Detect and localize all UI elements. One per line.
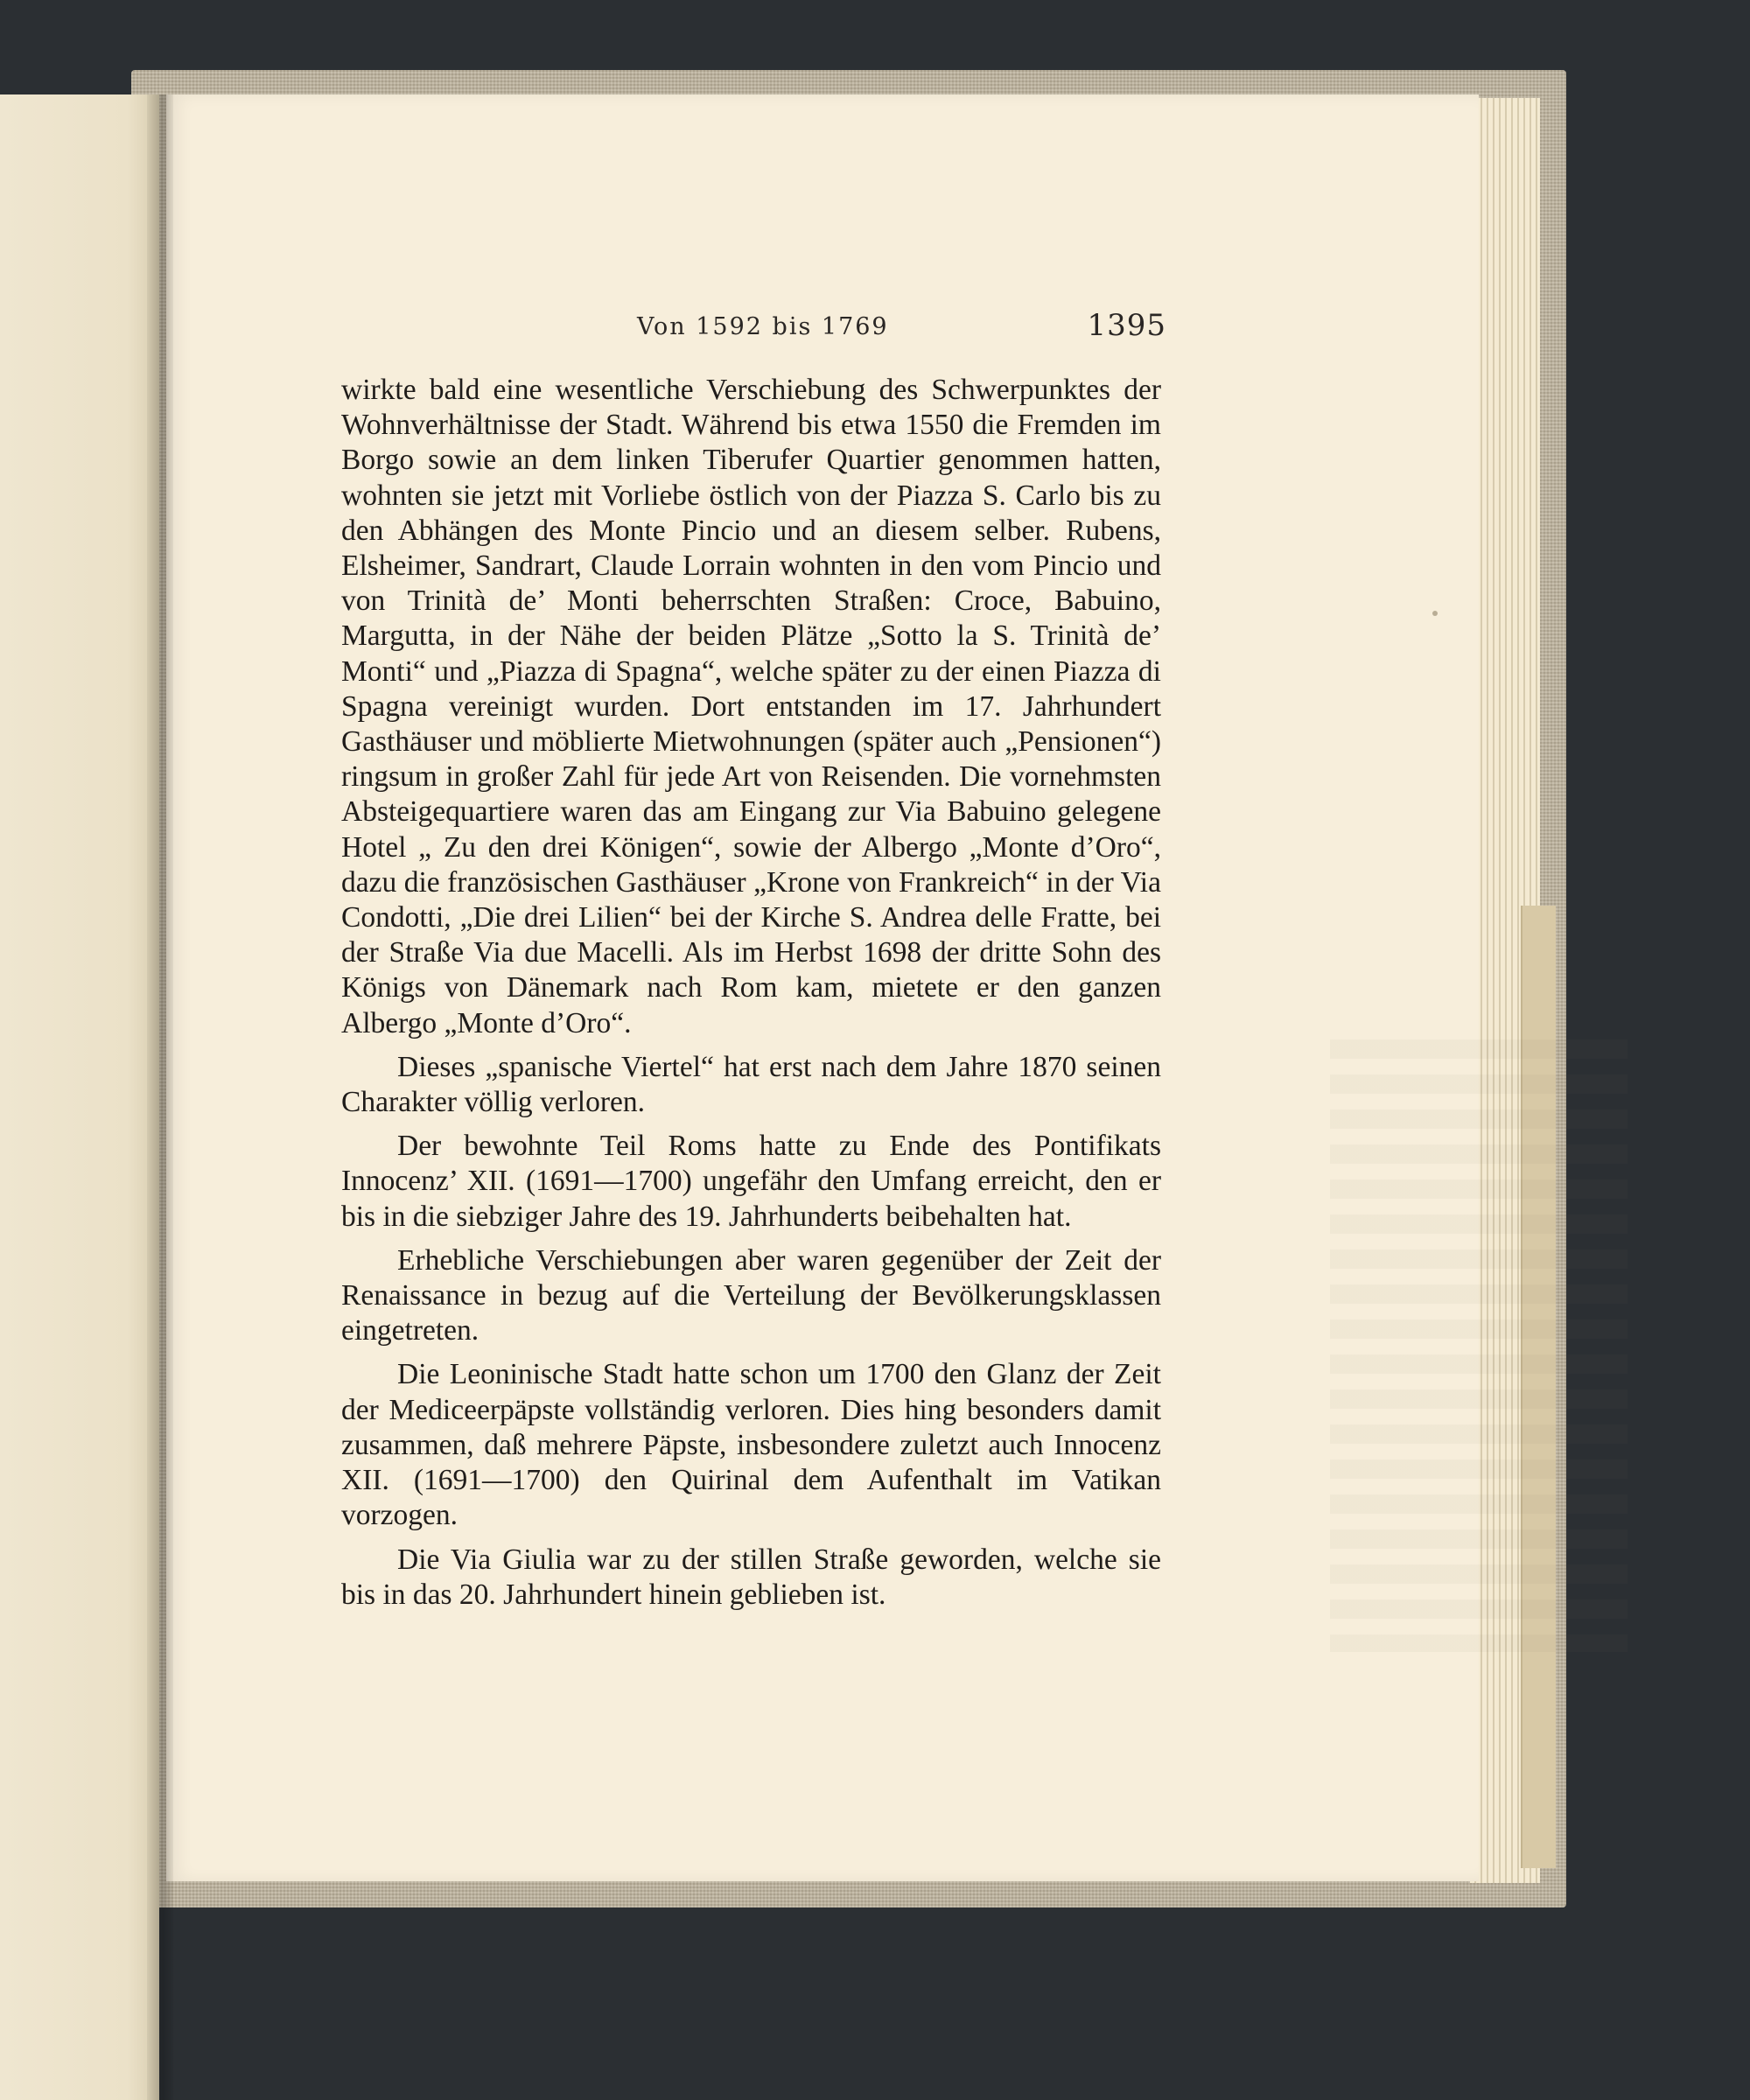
gutter-shadow xyxy=(147,94,173,2100)
page-header xyxy=(637,308,1166,352)
page-number: 1395 xyxy=(1087,308,1166,343)
body-text xyxy=(341,373,1161,1621)
show-through xyxy=(1330,1040,1628,1652)
running-head: Von 1592 bis 1769 xyxy=(637,313,889,340)
paragraph: Erhebliche Verschiebungen aber waren gegenüber der Zeit der Renaissance in bezug auf die Verteilung der Bevölkerungsklassen eingetreten. xyxy=(341,1243,1161,1348)
paragraph: Der bewohnte Teil Roms hatte zu Ende des Pontifikats Innocenz’ XII. (1691—1700) ungefähr den Umfang erreicht, den er bis in die siebziger Jahre des 19. Jahrhunderts beibehalten hat. xyxy=(341,1130,1161,1233)
paragraph: Dieses „spanische Viertel“ hat erst nach dem Jahre 1870 seinen Charakter völlig verloren. xyxy=(341,1050,1161,1119)
paragraph: Die Via Giulia war zu der stillen Straße geworden, welche sie bis in das 20. Jahrhundert hinein geblieben ist. xyxy=(341,1543,1161,1611)
paragraph: wirkte bald eine wesentliche Verschiebung des Schwerpunktes der Wohnverhältnisse der Stadt. Während bis etwa 1550 die Fremden im Borgo sowie an dem linken Tiberufer Quartier genommen hatten, wohnten sie jetzt mit Vorliebe östlich von der Piazza S. Carlo bis zu den Abhängen des Monte Pincio und an diesem selber. Rubens, Elsheimer, Sandrart, Claude Lorrain wohnten in den vom Pincio und von Trinità de’ Monti beherrschten Straßen: Croce, Babuino, Margutta, in der Nähe der beiden Plätze „Sotto la S. Trinità de’ Monti“ und „Piazza di Spagna“, welche später zu der einen Piazza di Spagna vereinigt wurden. Dort entstanden im 17. Jahrhundert Gasthäuser und möblierte Mietwohnungen (später auch „Pensionen“) ringsum in großer Zahl für jede Art von Reisenden. Die vornehmsten Absteigequartiere waren das am Eingang zur Via Babuino gelegene Hotel „ Zu den drei Königen“, sowie der Albergo „Monte d’Oro“, dazu die französischen Gasthäuser „Krone von Frankreich“ in der Via Condotti, „Die drei Lilien“ bei der Kirche S. Andrea delle Fratte, bei der Straße Via due Macelli. Als im Herbst 1698 der dritte Sohn des Königs von Dänemark nach Rom kam, mietete er den ganzen Albergo „Monte d’Oro“. xyxy=(341,374,1161,1040)
paragraph: Die Leoninische Stadt hatte schon um 1700 den Glanz der Zeit der Mediceerpäpste vollständig verloren. Dies hing besonders damit zusammen, daß mehrere Päpste, insbesondere zuletzt auch Innocenz XII. (1691—1700) den Quirinal dem Aufenthalt im Vatikan vorzogen. xyxy=(341,1358,1161,1532)
paper-spot xyxy=(1432,611,1438,616)
facing-page xyxy=(0,94,159,2100)
